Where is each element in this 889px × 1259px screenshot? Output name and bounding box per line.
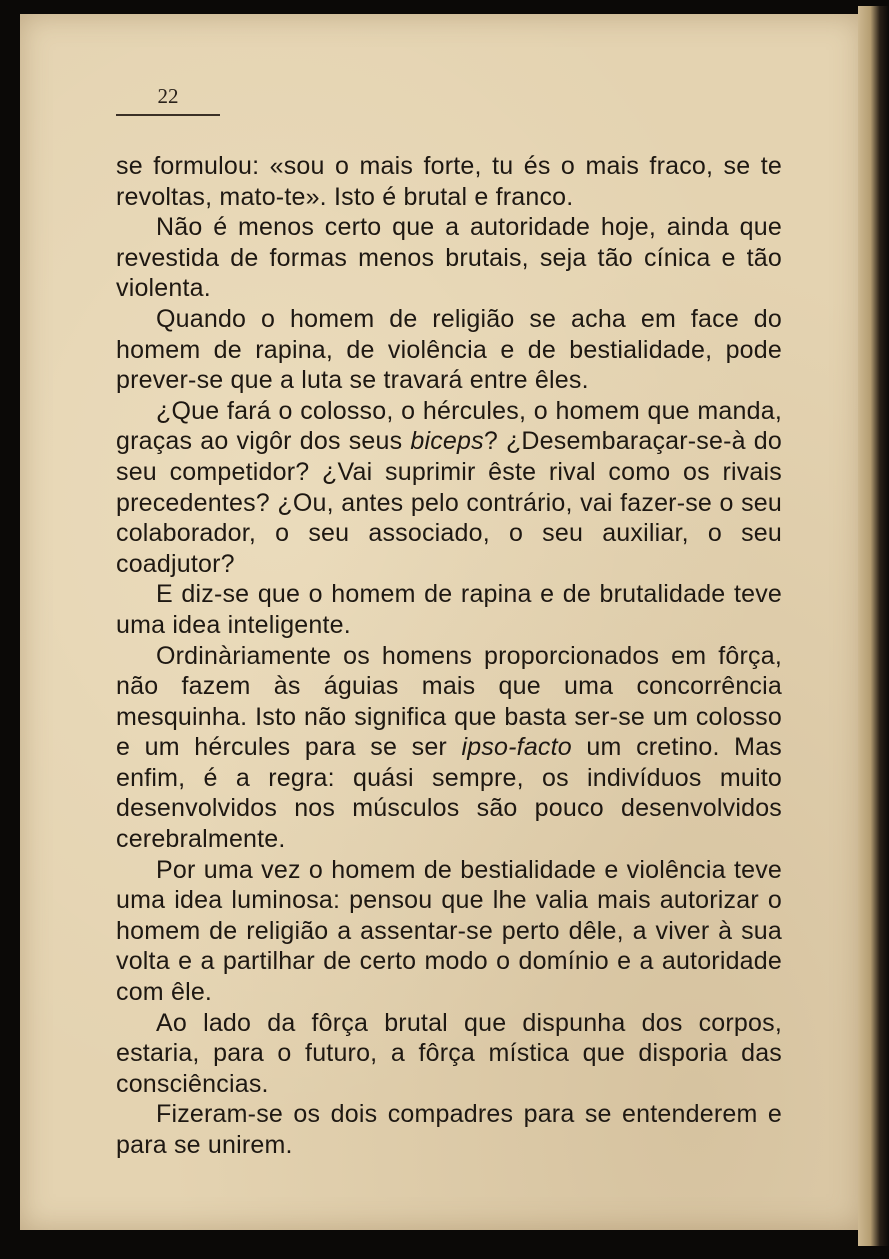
paragraph-text: ¿Que fará o colosso, o hércules, o homem que manda, graças ao vigôr dos seus	[116, 396, 782, 456]
paragraph	[116, 641, 782, 855]
paragraph	[116, 212, 782, 304]
italic-term-ipso-facto: ipso-facto	[461, 733, 572, 762]
italic-term-biceps: biceps	[410, 427, 484, 456]
paragraph	[116, 304, 782, 396]
paragraph-text: Por uma vez o homem de bestialidade e violência teve uma idea luminosa: pensou que lhe valia mais autorizar o homem de religião a assentar-se perto dêle, a viver à sua volta e a partilhar de certo modo o domínio e a autoridade com êle.	[116, 855, 782, 1007]
paragraph-text: se formulou: «sou o mais forte, tu és o mais fraco, se te revoltas, mato-te». Isto é brutal e franco.	[116, 152, 782, 211]
page-edge	[858, 6, 889, 1246]
paragraph	[116, 396, 782, 580]
paragraph	[116, 151, 782, 212]
paragraph-text: Fizeram-se os dois compadres para se entenderem e para se unirem.	[116, 1100, 782, 1159]
paragraph-text: Não é menos certo que a autoridade hoje, ainda que revestida de formas menos brutais, seja tão cínica e tão violenta.	[116, 213, 782, 303]
paragraph	[116, 1008, 782, 1100]
page-number-rule	[116, 114, 220, 116]
paragraph-text: Ao lado da fôrça brutal que dispunha dos corpos, estaria, para o futuro, a fôrça mística que disporia das consciências.	[116, 1008, 782, 1098]
paragraph-text: ? ¿Desembaraçar-se-à do seu competidor? ¿Vai suprimir êste rival como os rivais precedentes? ¿Ou, antes pelo contrário, vai fazer-se o seu colaborador, o seu associado, o seu auxiliar, o seu coadjutor?	[116, 427, 782, 578]
paragraph	[116, 1099, 782, 1160]
body-text	[116, 151, 782, 1161]
paragraph-text: um cretino. Mas enfim, é a regra: quási sempre, os indivíduos muito desenvolvidos nos músculos são pouco desenvolvidos cerebralmente.	[116, 733, 783, 854]
paragraph	[116, 579, 782, 640]
paragraph-text: Quando o homem de religião se acha em face do homem de rapina, de violência e de bestialidade, pode prever-se que a luta se travará entre êles.	[116, 304, 782, 395]
page-number: 22	[157, 84, 179, 108]
paragraph	[116, 855, 782, 1008]
paragraph-text: Ordinàriamente os homens proporcionados em fôrça, não fazem às águias mais que uma concorrência mesquinha. Isto não significa que basta ser-se um colosso e um hércules para se ser	[116, 641, 782, 762]
paragraph-text: E diz-se que o homem de rapina e de brutalidade teve uma idea inteligente.	[116, 580, 782, 639]
